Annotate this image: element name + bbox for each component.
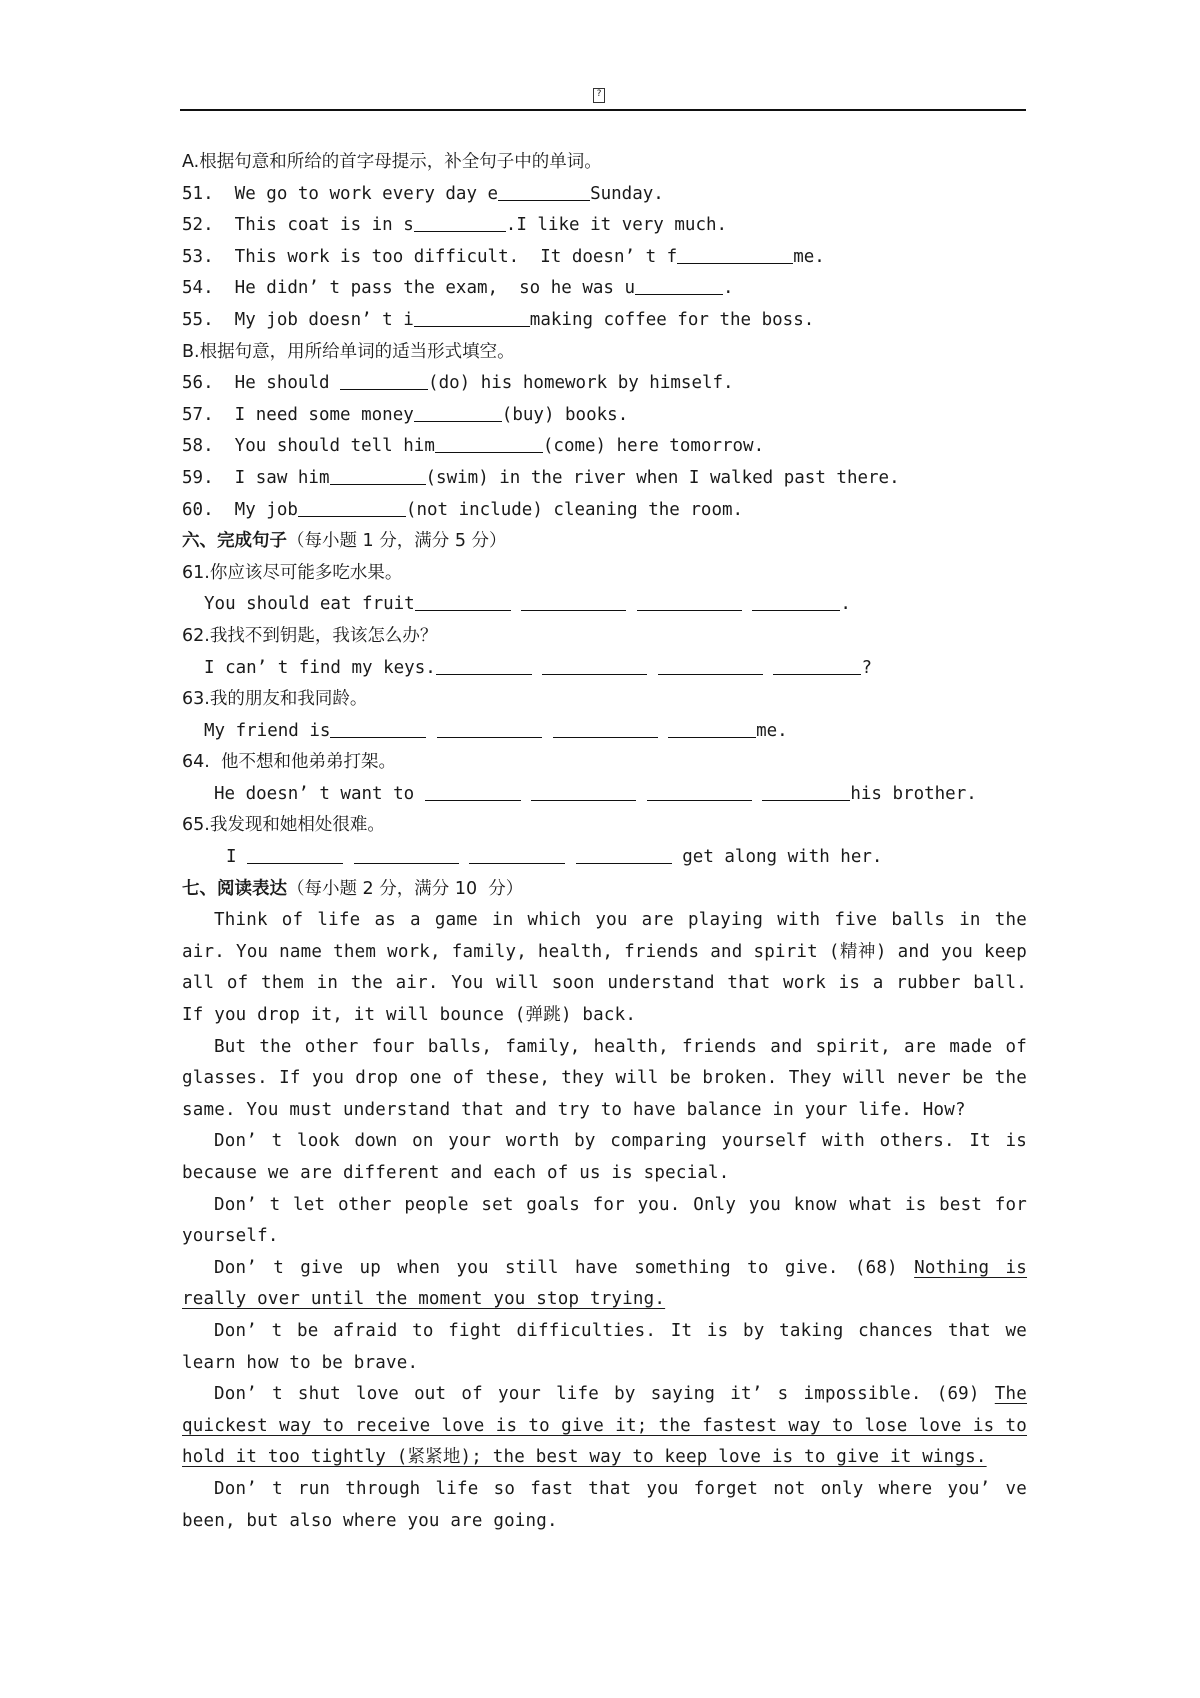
question-text: 56. He should xyxy=(182,373,341,394)
question-text: My friend is xyxy=(204,720,331,741)
question-text: get along with her. xyxy=(671,847,883,868)
answer-blank[interactable] xyxy=(415,592,511,611)
section-6-title xyxy=(182,526,1027,558)
answer-blank[interactable] xyxy=(773,656,861,675)
question-text: 52. This coat is in s xyxy=(182,215,414,236)
section-a-title: A.根据句意和所给的首字母提示，补全句子中的单词。 xyxy=(182,152,602,172)
question-64-prompt: 64. 他不想和他弟弟打架。 xyxy=(182,752,396,773)
question-62-answer xyxy=(182,653,1027,685)
question-text: 57. I need some money xyxy=(182,404,414,425)
question-text: 54. He didn’ t pass the exam, so he was u xyxy=(182,278,636,299)
question-61-prompt: 61.你应该尽可能多吃水果。 xyxy=(182,562,403,583)
question-text: 60. My job xyxy=(182,499,298,520)
question-text: Sunday. xyxy=(590,183,664,204)
passage-paragraph xyxy=(182,1253,1027,1316)
question-61-answer xyxy=(182,589,1027,621)
question-text: He doesn’ t want to xyxy=(214,783,425,804)
question-60 xyxy=(182,495,1027,527)
answer-blank[interactable] xyxy=(425,782,521,801)
question-text: (swim) in the river when I walked past there. xyxy=(425,467,900,488)
underlined-sentence-69: The quickest way to receive love is to give it; the fastest way to lose love is to hold it too tightly (紧紧地); the best way to keep love is to give it wings. xyxy=(182,1384,1027,1468)
passage-paragraph: Don’ t be afraid to fight difficulties. It is by taking chances that we learn how to be brave. xyxy=(182,1320,1027,1373)
passage-paragraph: Think of life as a game in which you are playing with five balls in the air. You name them work, family, health, friends and spirit (精神) and you keep all of them in the air. You will soon understand that work is a rubber ball. If you drop it, it will bounce (弹跳) back. xyxy=(182,910,1027,1026)
question-text: 59. I saw him xyxy=(182,467,330,488)
question-text: (buy) books. xyxy=(501,404,629,425)
answer-blank[interactable] xyxy=(414,403,502,422)
section-heading: 七、阅读表达 xyxy=(182,878,287,899)
question-text: ? xyxy=(861,657,872,678)
question-55 xyxy=(182,305,1027,337)
answer-blank[interactable] xyxy=(247,845,343,864)
question-text: . xyxy=(840,594,851,615)
answer-blank[interactable] xyxy=(677,245,793,264)
question-65-answer xyxy=(182,842,1027,874)
question-57 xyxy=(182,400,1027,432)
answer-blank[interactable] xyxy=(354,845,459,864)
question-63-prompt: 63.我的朋友和我同龄。 xyxy=(182,689,368,710)
answer-blank[interactable] xyxy=(330,466,426,485)
question-text: 58. You should tell him xyxy=(182,436,435,457)
answer-blank[interactable] xyxy=(437,719,542,738)
answer-blank[interactable] xyxy=(414,308,530,327)
section-score-note: （每小题 2 分，满分 10 分） xyxy=(287,878,524,899)
answer-blank[interactable] xyxy=(340,371,428,390)
question-59 xyxy=(182,463,1027,495)
answer-blank[interactable] xyxy=(658,656,763,675)
answer-blank[interactable] xyxy=(435,434,543,453)
answer-blank[interactable] xyxy=(498,182,590,201)
question-text: I can’ t find my keys. xyxy=(204,657,436,678)
passage-text: Don’ t give up when you still have something to give. (68) xyxy=(214,1257,915,1278)
answer-blank[interactable] xyxy=(637,592,742,611)
section-7-title xyxy=(182,874,1027,906)
question-64-answer xyxy=(182,779,1027,811)
question-text: I xyxy=(226,847,248,868)
question-text: (not include) cleaning the room. xyxy=(405,499,744,520)
question-text: .I like it very much. xyxy=(505,215,728,236)
question-56 xyxy=(182,368,1027,400)
question-text: me. xyxy=(756,720,788,741)
passage-paragraph: Don’ t run through life so fast that you forget not only where you’ ve been, but also where you are going. xyxy=(182,1478,1027,1531)
question-63-answer xyxy=(182,716,1027,748)
header-rule xyxy=(180,109,1026,111)
answer-blank[interactable] xyxy=(752,592,840,611)
question-54 xyxy=(182,273,1027,305)
question-text: You should eat fruit xyxy=(204,594,415,615)
answer-blank[interactable] xyxy=(469,845,565,864)
section-heading: 六、完成句子 xyxy=(182,531,287,552)
answer-blank[interactable] xyxy=(647,782,752,801)
section-b-title: B.根据句意，用所给单词的适当形式填空。 xyxy=(182,341,515,362)
answer-blank[interactable] xyxy=(531,782,636,801)
header-mark: ? xyxy=(593,88,605,103)
answer-blank[interactable] xyxy=(635,276,723,295)
answer-blank[interactable] xyxy=(521,592,626,611)
answer-blank[interactable] xyxy=(553,719,658,738)
question-text: (do) his homework by himself. xyxy=(428,373,734,394)
question-58 xyxy=(182,431,1027,463)
answer-blank[interactable] xyxy=(414,213,506,232)
answer-blank[interactable] xyxy=(576,845,672,864)
question-65-prompt: 65.我发现和她相处很难。 xyxy=(182,815,385,836)
section-score-note: （每小题 1 分，满分 5 分） xyxy=(287,531,507,552)
passage-paragraph xyxy=(182,1379,1027,1474)
question-text: 51. We go to work every day e xyxy=(182,183,499,204)
passage-paragraph: Don’ t look down on your worth by comparing yourself with others. It is because we are different and each of us is special. xyxy=(182,1131,1027,1183)
answer-blank[interactable] xyxy=(436,656,532,675)
reading-passage xyxy=(182,905,1027,1537)
underlined-sentence-68: Nothing is really over until the moment you stop trying. xyxy=(182,1257,1028,1310)
question-text: 53. This work is too difficult. It doesn’ t f xyxy=(182,246,678,267)
answer-blank[interactable] xyxy=(668,719,756,738)
passage-paragraph: But the other four balls, family, health, friends and spirit, are made of glasses. If you drop one of these, they will be broken. They will never be the same. You must understand that and try to have balance in your life. How? xyxy=(182,1036,1027,1120)
question-text: (come) here tomorrow. xyxy=(542,436,765,457)
question-text: me. xyxy=(793,246,825,267)
question-62-prompt: 62.我找不到钥匙，我该怎么办？ xyxy=(182,625,438,646)
question-53 xyxy=(182,242,1027,274)
passage-text: Don’ t shut love out of your life by saying it’ s impossible. (69) xyxy=(214,1384,995,1405)
question-text: making coffee for the boss. xyxy=(529,309,815,330)
answer-blank[interactable] xyxy=(298,498,406,517)
question-51 xyxy=(182,179,1027,211)
answer-blank[interactable] xyxy=(762,782,850,801)
question-text: . xyxy=(723,278,734,299)
answer-blank[interactable] xyxy=(542,656,647,675)
worksheet-content xyxy=(182,147,1027,1537)
question-text: his brother. xyxy=(850,783,977,804)
question-52 xyxy=(182,210,1027,242)
question-text: 55. My job doesn’ t i xyxy=(182,309,414,330)
answer-blank[interactable] xyxy=(330,719,426,738)
passage-paragraph: Don’ t let other people set goals for you. Only you know what is best for yourself. xyxy=(182,1194,1027,1247)
